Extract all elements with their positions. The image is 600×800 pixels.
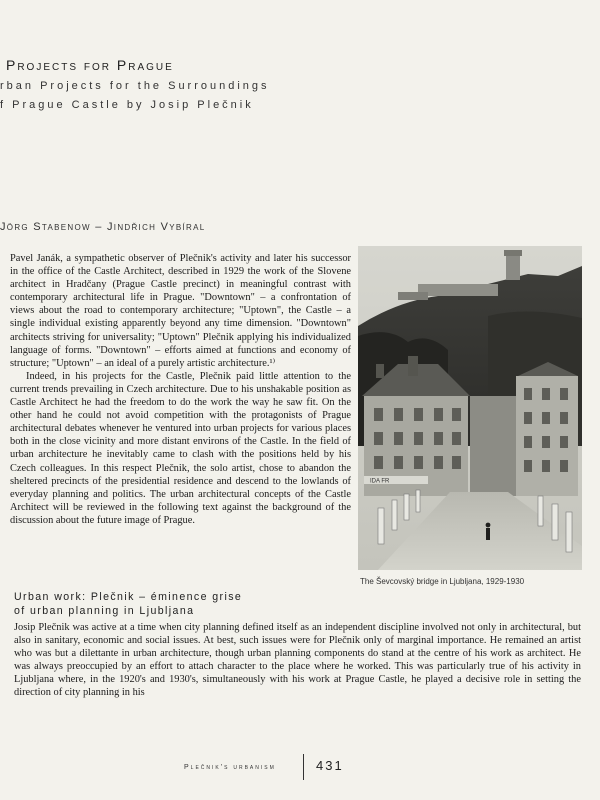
chapter-subtitle-line-2: f Prague Castle by Josip Plečnik	[0, 99, 254, 111]
intro-text	[10, 252, 351, 527]
authors-line: Jörg Stabenow – Jindřich Vybíral	[0, 221, 206, 233]
page-number: 431	[316, 758, 344, 773]
running-footer-label: Plečnik's urbanism	[184, 764, 276, 771]
section-heading-line-2: of urban planning in Ljubljana	[14, 605, 195, 617]
shop-sign-text: IDA FR	[370, 478, 390, 485]
section-text	[14, 621, 581, 700]
section-heading-line-1: Urban work: Plečnik – éminence grise	[14, 591, 243, 603]
footer-divider	[303, 754, 304, 780]
chapter-title: Projects for Prague	[6, 57, 174, 73]
chapter-subtitle-line-1: rban Projects for the Surroundings	[0, 80, 270, 92]
intro-paragraph: Indeed, in his projects for the Castle, Plečnik paid little attention to the current trends prevailing in Czech architecture. Due to his unshakable position as Castle Architect he had the freedom to do the work the way he saw fit. On the other hand he could not avoid competition with the protagonists of Prague architectural debates whenever he ventured into urban projects for various places both in the close vicinity and more distant environs of the Castle. In the field of urban architecture he inevitably came to clash with the positions held by his Czech colleagues. In this respect Plečnik, the solo artist, chose to abandon the sheltered precincts of the presidential residence and descend to the lowlands of everyday planning and politics. The urban architectural concepts of the Castle Architect will be reviewed in the following text against the background of the discussion about the future image of Prague.	[10, 370, 351, 526]
intro-paragraph: Pavel Janák, a sympathetic observer of Plečnik's activity and later his successor in the office of the Castle Architect, described in 1929 the work of the Slovene architect in Hradčany (Prague Castle precinct) in meaningful contrast with contemporary architectural life in Prague. "Downtown" – a confrontation of views about the road to contemporary architecture; "Uptown", the Castle – a single individual existing apparently beyond any time dimension. "Downtown" architects striving for universality; "Uptown" Plečnik applying his individualized language of forms. "Downtown" – efforts aimed at functions and economy of structure; "Uptown" – an ideal of a purely artistic architecture.¹⁾	[10, 253, 351, 369]
section-paragraph: Josip Plečnik was active at a time when city planning defined itself as an independent discipline involved not only in architectural, but also in sanitary, economic and social issues. At best, such issues were for Plečnik only of marginal importance. He remained an artist who was but a dilettante in urban architecture, though urban planning components do stand at the centre of his work as architect. He was always preoccupied by an effort to attach character to the place where he worked. This was particularly true of his activity in Ljubljana where, in the 1920's and 1930's, simultaneously with his work at Prague Castle, he played a decisive role in setting the direction of city planning in his	[14, 622, 581, 699]
bridge-photograph	[358, 246, 582, 570]
photo-caption: The Ševcovský bridge in Ljubljana, 1929-1930	[360, 577, 525, 586]
bridge-photo-illustration	[358, 246, 582, 570]
